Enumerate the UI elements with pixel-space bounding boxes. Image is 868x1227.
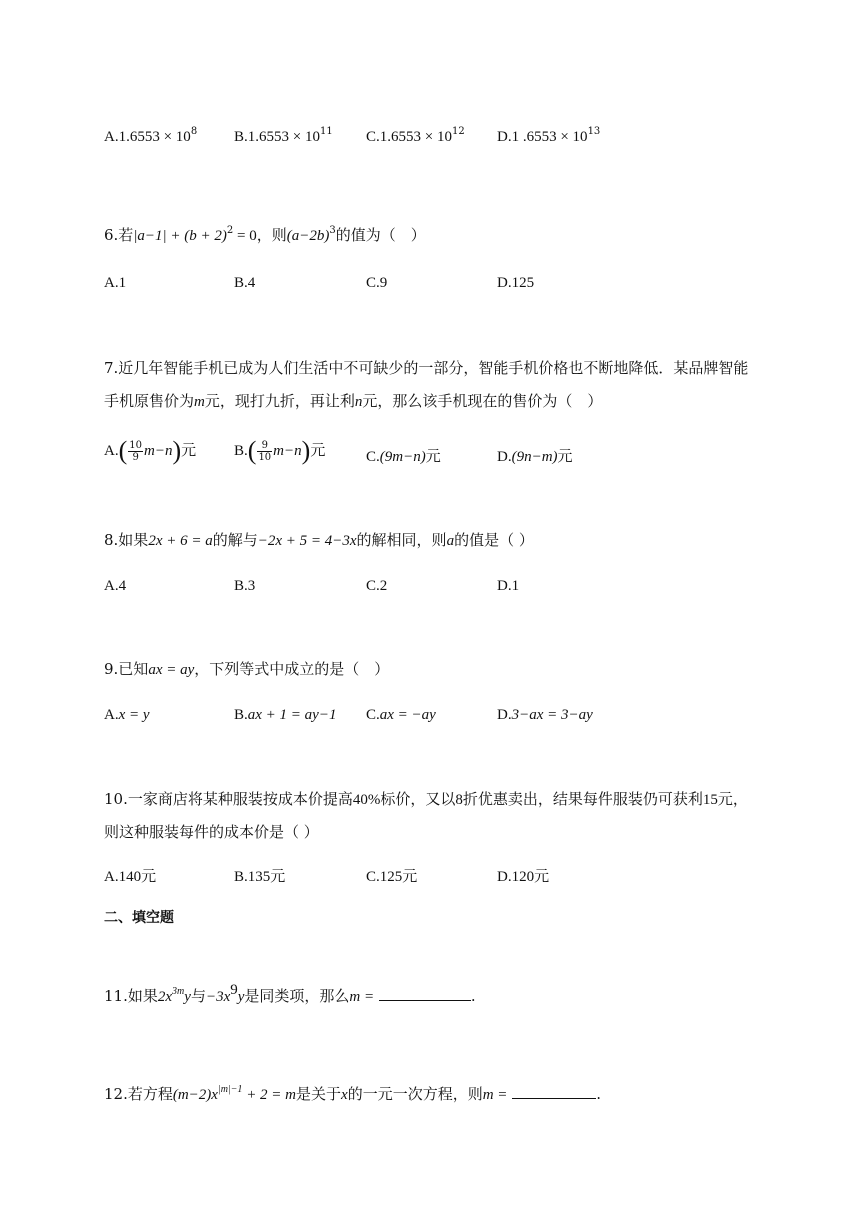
q10-option-c <box>366 866 417 887</box>
question-8-stem <box>104 530 534 551</box>
option-label: C. <box>366 129 380 145</box>
left-paren: ( <box>247 436 257 465</box>
option-label: D. <box>497 449 512 465</box>
question-text: 12.若方程 <box>104 1085 173 1103</box>
option-value: 135 <box>247 869 271 885</box>
variable: m <box>194 394 205 410</box>
question-9-stem <box>104 659 389 680</box>
equation-exponent: 2 <box>226 225 234 236</box>
option-value: 1.6553 × 10 <box>379 129 452 145</box>
q9-option-d <box>497 704 593 725</box>
option-label: A. <box>104 129 119 145</box>
option-label: C. <box>366 449 380 465</box>
expression: (a−2b) <box>286 228 330 244</box>
option-value: 125 <box>511 275 535 291</box>
option-label: A. <box>104 578 119 594</box>
option-value: ax + 1 = ay−1 <box>247 707 337 723</box>
option-label: B. <box>234 275 248 291</box>
option-label: A. <box>104 869 119 885</box>
question-number: 6.若 <box>104 226 134 244</box>
question-7-line-1: 7.近几年智能手机已成为人们生活中不可缺少的一部分，智能手机价格也不断地降低．某品牌智能 <box>104 359 749 377</box>
option-label: B. <box>234 443 248 459</box>
period: . <box>470 987 476 1005</box>
term-tail: y <box>237 989 245 1005</box>
question-text: 的解与 <box>212 531 258 549</box>
option-label: B. <box>234 578 248 594</box>
option-value: 120 <box>511 869 535 885</box>
question-7-line-2 <box>104 391 602 412</box>
term-base: −3x <box>205 989 231 1005</box>
unit: 元 <box>270 867 286 885</box>
expression: m−n <box>273 443 302 459</box>
percentage: 40% <box>352 792 381 808</box>
answer-blank[interactable] <box>512 1084 596 1099</box>
term-exponent: 9 <box>230 982 238 998</box>
option-label: B. <box>234 869 248 885</box>
unit: 元 <box>141 867 157 885</box>
option-label: D. <box>497 578 512 594</box>
q8-option-d <box>497 575 519 596</box>
q10-option-a <box>104 866 156 887</box>
option-value: ax = −ay <box>379 707 436 723</box>
variable: a <box>446 533 455 549</box>
equation-base: (m−2)x <box>172 1087 218 1103</box>
fraction <box>257 440 272 463</box>
option-label: B. <box>234 129 248 145</box>
question-text: 10.一家商店将某种服装按成本价提高 <box>104 790 353 808</box>
q9-option-a <box>104 704 150 725</box>
expression: (9n−m) <box>511 449 558 465</box>
option-value: 1.6553 × 10 <box>247 129 320 145</box>
unit: 元 <box>402 867 418 885</box>
profit: 15 <box>702 792 718 808</box>
denominator: 9 <box>132 451 139 463</box>
q5-option-a <box>104 126 197 147</box>
question-text: 的解相同，则 <box>356 531 447 549</box>
question-text: 8.如果 <box>104 531 149 549</box>
denominator: 10 <box>258 451 272 463</box>
option-value: 140 <box>118 869 142 885</box>
unit: 元 <box>557 447 573 465</box>
q6-option-d <box>497 272 534 293</box>
option-label: D. <box>497 129 512 145</box>
option-label: C. <box>366 578 380 594</box>
q7-option-b <box>234 438 325 464</box>
option-value: 1.6553 × 10 <box>118 129 191 145</box>
fraction <box>128 440 143 463</box>
question-11-stem <box>104 982 476 1007</box>
equation: 2x + 6 = a <box>148 533 213 549</box>
option-value: 2 <box>379 578 388 594</box>
question-text: 9.已知 <box>104 660 149 678</box>
q5-option-d <box>497 126 600 147</box>
equation-exponent: |m|−1 <box>217 1084 243 1095</box>
q8-option-a <box>104 575 126 596</box>
expression: (9m−n) <box>379 449 426 465</box>
question-text: 标价，又以 <box>380 790 456 808</box>
option-value: 4 <box>247 275 256 291</box>
question-text: 的值是（ ） <box>454 531 534 549</box>
expression-exponent: 3 <box>329 225 336 236</box>
term-exponent: 3m <box>172 986 185 997</box>
left-paren: ( <box>118 436 128 465</box>
q5-option-b <box>234 126 333 147</box>
right-paren: ) <box>301 436 311 465</box>
q10-option-b <box>234 866 285 887</box>
option-label: D. <box>497 275 512 291</box>
q7-option-c <box>366 446 441 467</box>
equation-part: = 0， <box>233 228 272 244</box>
option-label: C. <box>366 869 380 885</box>
q8-option-c <box>366 575 387 596</box>
numerator: 9 <box>257 440 272 452</box>
q8-option-b <box>234 575 255 596</box>
option-value: 9 <box>379 275 388 291</box>
q6-option-a <box>104 272 126 293</box>
question-text: 与 <box>190 987 206 1005</box>
term-tail: y <box>184 989 191 1005</box>
question-text: ，下列等式中成立的是（ ） <box>194 660 390 678</box>
question-text: 11.如果 <box>104 987 158 1005</box>
question-text: 是同类项，那么 <box>244 987 350 1005</box>
term-base: 2x <box>157 989 173 1005</box>
option-exponent: 11 <box>319 126 333 137</box>
section-heading: 二、填空题 <box>104 910 174 926</box>
expression: m−n <box>144 443 173 459</box>
unit: 元 <box>310 441 326 459</box>
question-text: 是关于 <box>296 1085 342 1103</box>
option-label: A. <box>104 707 119 723</box>
discount: 8 <box>455 792 463 808</box>
question-text: 元， <box>717 790 748 808</box>
equation-part: |a−1| + (b + 2) <box>133 228 227 244</box>
right-paren: ) <box>172 436 182 465</box>
question-text: 折优惠卖出，结果每件服装仍可获利 <box>462 790 703 808</box>
question-text: 则 <box>271 226 287 244</box>
question-text: 手机原售价为 <box>104 392 195 410</box>
option-label: A. <box>104 443 119 459</box>
q7-option-d <box>497 446 573 467</box>
variable: n <box>354 394 363 410</box>
equation-rest: + 2 = m <box>242 1087 297 1103</box>
option-label: C. <box>366 275 380 291</box>
question-6-stem <box>104 225 426 246</box>
numerator: 10 <box>129 439 142 451</box>
option-label: D. <box>497 869 512 885</box>
question-12-stem <box>104 1084 601 1105</box>
option-label: A. <box>104 275 119 291</box>
answer-lhs: m = <box>482 1087 508 1103</box>
equation: −2x + 5 = 4−3x <box>257 533 357 549</box>
question-text: 的值为（ ） <box>335 226 426 244</box>
answer-lhs: m = <box>349 989 375 1005</box>
question-10-line-1 <box>104 789 748 810</box>
period: . <box>596 1085 601 1103</box>
q9-option-c <box>366 704 436 725</box>
q9-option-b <box>234 704 336 725</box>
q5-option-c <box>366 126 465 147</box>
unit: 元 <box>181 441 197 459</box>
question-text: 元，现打九折，再让利 <box>204 392 355 410</box>
unit: 元 <box>534 867 550 885</box>
option-value: x = y <box>118 707 150 723</box>
equation: ax = ay <box>148 662 195 678</box>
q6-option-b <box>234 272 255 293</box>
option-value: 3−ax = 3−ay <box>511 707 593 723</box>
question-text: 的一元一次方程，则 <box>347 1085 483 1103</box>
question-10-line-2: 则这种服装每件的成本价是（ ） <box>104 823 319 841</box>
q6-option-c <box>366 272 387 293</box>
option-label: C. <box>366 707 380 723</box>
option-value: 125 <box>379 869 403 885</box>
option-exponent: 13 <box>587 126 601 137</box>
option-value: 1 <box>118 275 127 291</box>
option-value: 4 <box>118 578 127 594</box>
option-exponent: 8 <box>190 126 198 137</box>
option-label: B. <box>234 707 248 723</box>
option-exponent: 12 <box>451 126 465 137</box>
unit: 元 <box>425 447 441 465</box>
option-value: 1 <box>511 578 520 594</box>
option-value: 3 <box>247 578 256 594</box>
answer-blank[interactable] <box>379 986 471 1001</box>
q10-option-d <box>497 866 549 887</box>
question-text: 元，那么该手机现在的售价为（ ） <box>362 392 603 410</box>
option-label: D. <box>497 707 512 723</box>
q7-option-a <box>104 438 196 464</box>
option-value: 1 .6553 × 10 <box>511 129 588 145</box>
variable: x <box>341 1087 348 1103</box>
